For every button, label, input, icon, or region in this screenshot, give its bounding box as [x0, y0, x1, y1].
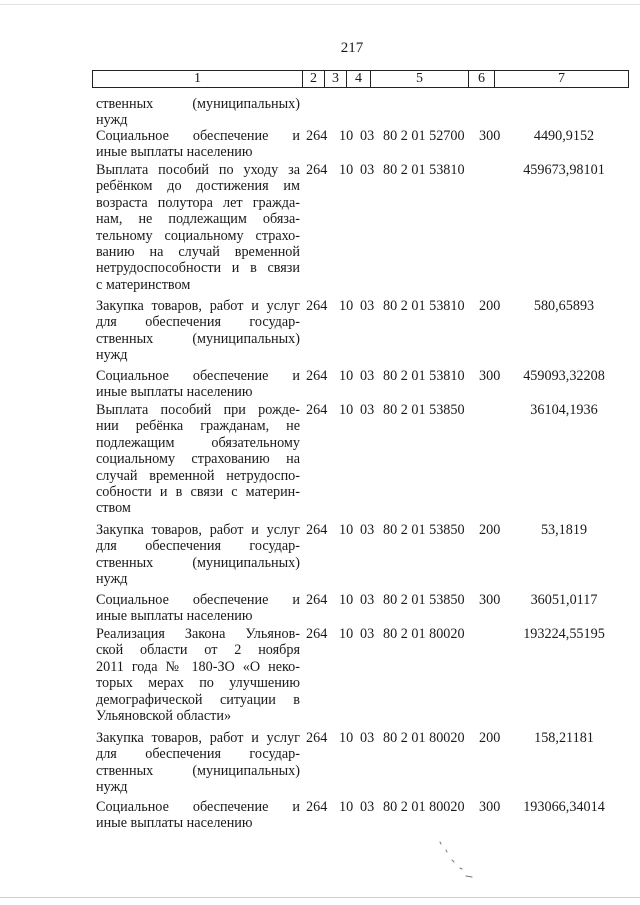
description-line: Социальное обеспечение и	[96, 799, 300, 815]
amount-value: 158,21181	[534, 730, 594, 746]
row-description	[96, 626, 300, 724]
column-header-6: 6	[469, 71, 495, 88]
vr-code: 300	[479, 592, 501, 608]
description-line: Социальное обеспечение и	[96, 592, 300, 608]
description-line: для обеспечения государ-	[96, 314, 300, 331]
prz-code: 03	[360, 522, 375, 538]
description-line: социальному страхованию на	[96, 451, 300, 468]
description-line: Закупка товаров, работ и услуг	[96, 730, 300, 746]
description-line: иные выплаты населению	[96, 384, 253, 401]
row-description	[96, 162, 300, 293]
rz-code: 10	[339, 592, 354, 608]
csr-code: 80 2 01 53810	[383, 162, 465, 178]
rz-code: 10	[339, 402, 354, 418]
gr-code: 264	[306, 592, 328, 608]
gr-code: 264	[306, 730, 328, 746]
description-line: Выплата пособий при рожде-	[96, 402, 300, 418]
gr-code: 264	[306, 402, 328, 418]
amount-value: 36051,0117	[530, 592, 598, 608]
row-description	[96, 298, 300, 364]
csr-code: 80 2 01 52700	[383, 128, 465, 144]
prz-code: 03	[360, 592, 375, 608]
rz-code: 10	[339, 522, 354, 538]
prz-code: 03	[360, 128, 375, 144]
rz-code: 10	[339, 730, 354, 746]
description-line: с материнством	[96, 276, 191, 293]
page-number: 217	[340, 40, 364, 56]
column-header-5: 5	[371, 71, 469, 88]
description-line: нужд	[96, 571, 128, 588]
vr-code: 300	[479, 368, 501, 384]
description-line: 2011 года № 180-ЗО «О неко-	[96, 658, 300, 675]
gr-code: 264	[306, 626, 328, 642]
column-header-1: 1	[93, 71, 303, 88]
row-description	[96, 799, 300, 832]
gr-code: 264	[306, 799, 328, 815]
description-line: демографической ситуации в	[96, 691, 300, 708]
amount-value: 36104,1936	[530, 402, 598, 418]
rz-code: 10	[339, 368, 354, 384]
description-line: ством	[96, 500, 131, 517]
csr-code: 80 2 01 80020	[383, 799, 465, 815]
description-line: Закупка товаров, работ и услуг	[96, 298, 300, 314]
scan-edge-top	[0, 4, 640, 5]
rz-code: 10	[339, 799, 354, 815]
rz-code: 10	[339, 128, 354, 144]
description-line: нужд	[96, 112, 128, 129]
scan-edge-bottom	[0, 897, 640, 898]
description-line: Закупка товаров, работ и услуг	[96, 522, 300, 538]
description-line: Ульяновской области»	[96, 708, 232, 725]
description-line: Социальное обеспечение и	[96, 128, 300, 144]
description-line: ственных (муниципальных)	[96, 762, 300, 779]
description-line: нужд	[96, 347, 128, 364]
description-line: ственных (муниципальных)	[96, 330, 300, 347]
row-description	[96, 522, 300, 588]
amount-value: 459673,98101	[523, 162, 605, 178]
csr-code: 80 2 01 80020	[383, 626, 465, 642]
vr-code: 200	[479, 522, 501, 538]
row-description	[96, 592, 300, 625]
row-description	[96, 96, 300, 129]
description-line: Реализация Закона Ульянов-	[96, 626, 300, 642]
rz-code: 10	[339, 626, 354, 642]
description-line: нетрудоспособности и в связи	[96, 260, 300, 277]
row-description	[96, 402, 300, 517]
amount-value: 580,65893	[533, 298, 595, 314]
row-description	[96, 368, 300, 401]
description-line: иные выплаты населению	[96, 608, 253, 625]
description-line: тельному социальному страхо-	[96, 227, 300, 244]
vr-code: 300	[479, 799, 501, 815]
row-description	[96, 730, 300, 796]
prz-code: 03	[360, 402, 375, 418]
prz-code: 03	[360, 626, 375, 642]
description-line: подлежащим обязательному	[96, 434, 300, 451]
description-line: собности и в связи с материн-	[96, 484, 300, 501]
column-header-4: 4	[347, 71, 371, 88]
gr-code: 264	[306, 128, 328, 144]
csr-code: 80 2 01 53850	[383, 402, 465, 418]
vr-code: 200	[479, 298, 501, 314]
description-line: случай временной нетрудоспо-	[96, 467, 300, 484]
description-line: ственных (муниципальных)	[96, 96, 300, 112]
column-header-3: 3	[325, 71, 347, 88]
description-line: иные выплаты населению	[96, 144, 253, 161]
description-line: нии ребёнка гражданам, не	[96, 418, 300, 435]
gr-code: 264	[306, 298, 328, 314]
prz-code: 03	[360, 298, 375, 314]
description-line: иные выплаты населению	[96, 815, 253, 832]
amount-value: 193066,34014	[523, 799, 605, 815]
amount-value: 4490,9152	[533, 128, 595, 144]
gr-code: 264	[306, 162, 328, 178]
csr-code: 80 2 01 53850	[383, 522, 465, 538]
vr-code: 200	[479, 730, 501, 746]
rz-code: 10	[339, 162, 354, 178]
description-line: торых мерах по улучшению	[96, 675, 300, 692]
column-header-2: 2	[303, 71, 325, 88]
prz-code: 03	[360, 799, 375, 815]
gr-code: 264	[306, 368, 328, 384]
csr-code: 80 2 01 53850	[383, 592, 465, 608]
description-line: для обеспечения государ-	[96, 746, 300, 763]
description-line: ребёнком до достижения им	[96, 178, 300, 195]
description-line: возраста полутора лет гражда-	[96, 194, 300, 211]
amount-value: 459093,32208	[523, 368, 605, 384]
description-line: Социальное обеспечение и	[96, 368, 300, 384]
prz-code: 03	[360, 162, 375, 178]
amount-value: 193224,55195	[523, 626, 605, 642]
column-header-table	[92, 70, 629, 88]
description-line: ванию на случай временной	[96, 244, 300, 261]
description-line: нужд	[96, 779, 128, 796]
prz-code: 03	[360, 730, 375, 746]
csr-code: 80 2 01 80020	[383, 730, 465, 746]
description-line: ственных (муниципальных)	[96, 554, 300, 571]
description-line: нам, не подлежащим обяза-	[96, 211, 300, 228]
column-header-7: 7	[495, 71, 629, 88]
csr-code: 80 2 01 53810	[383, 368, 465, 384]
row-description	[96, 128, 300, 161]
prz-code: 03	[360, 368, 375, 384]
description-line: для обеспечения государ-	[96, 538, 300, 555]
csr-code: 80 2 01 53810	[383, 298, 465, 314]
scan-artifact-marks	[438, 840, 478, 880]
column-header-row	[93, 71, 629, 88]
vr-code: 300	[479, 128, 501, 144]
gr-code: 264	[306, 522, 328, 538]
amount-value: 53,1819	[540, 522, 588, 538]
description-line: Выплата пособий по уходу за	[96, 162, 300, 178]
description-line: ской области от 2 ноября	[96, 642, 300, 659]
rz-code: 10	[339, 298, 354, 314]
